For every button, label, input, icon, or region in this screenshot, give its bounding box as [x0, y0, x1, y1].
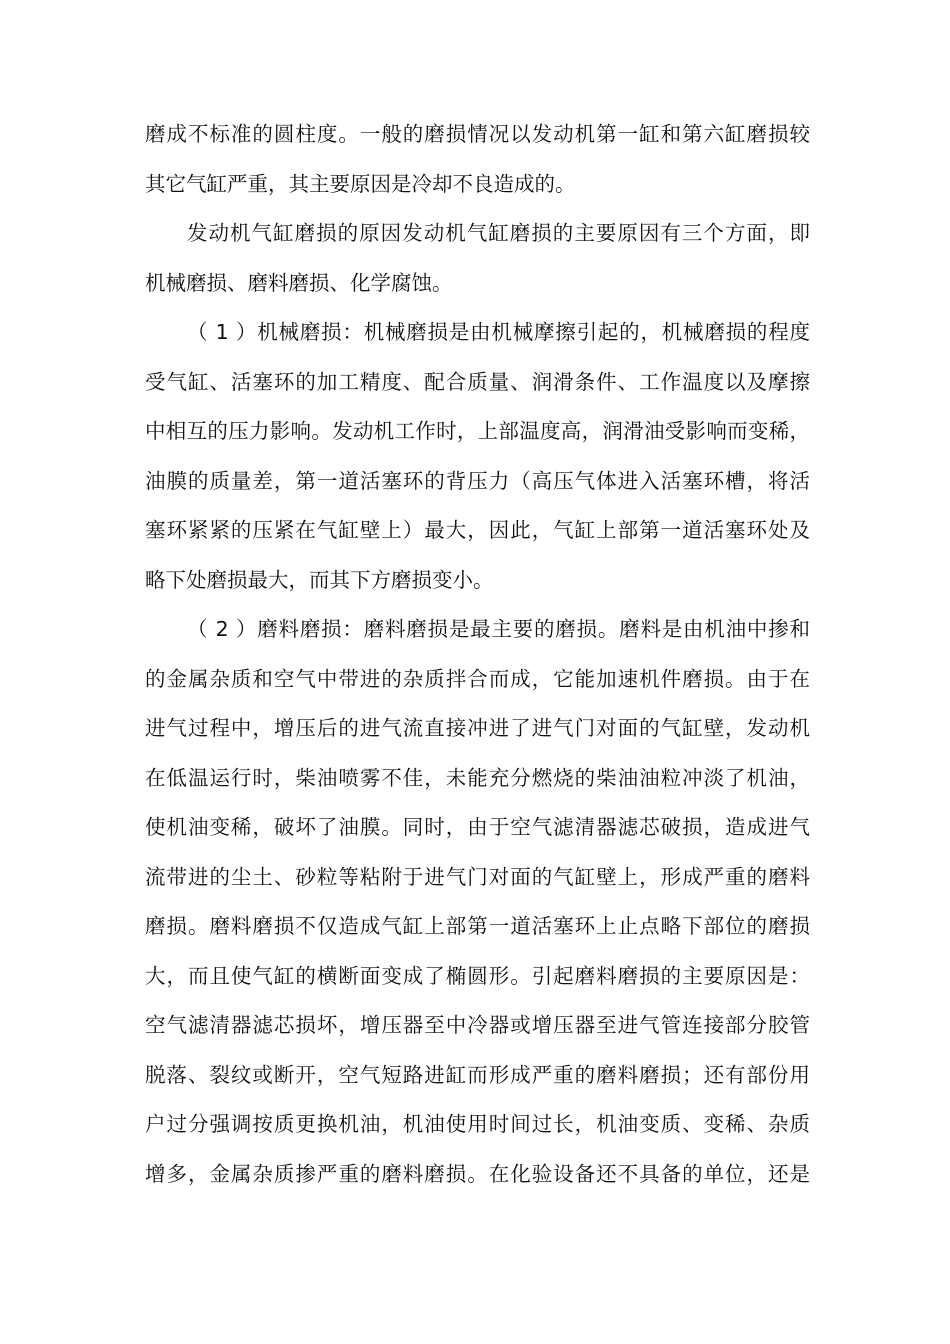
text-line: 塞环紧紧的压紧在气缸壁上）最大，因此，气缸上部第一道活塞环处及 [145, 518, 810, 542]
text-line: 脱落、裂纹或断开，空气短路进缸而形成严重的磨料磨损；还有部份用 [145, 1062, 810, 1087]
text-line: 进气过程中，增压后的进气流直接冲进了进气门对面的气缸壁，发动机 [145, 716, 810, 740]
text-line: 增多，金属杂质掺严重的磨料磨损。在化验设备还不具备的单位，还是 [145, 1161, 810, 1186]
text-line: 略下处磨损最大，而其下方磨损变小。 [145, 567, 494, 592]
text-line: 在低温运行时，柴油喷雾不佳，未能充分燃烧的柴油油粒冲淡了机油， [145, 765, 810, 790]
paragraph-start-line: （ 2 ）磨料磨损：磨料磨损是最主要的磨损。磨料是由机油中掺和 [187, 617, 810, 641]
text-line: 使机油变稀，破坏了油膜。同时，由于空气滤清器滤芯破损，造成进气 [145, 815, 810, 839]
text-line: 户过分强调按质更换机油，机油使用时间过长，机油变质、变稀、杂质 [145, 1112, 810, 1136]
text-line: 其它气缸严重，其主要原因是冷却不良造成的。 [145, 171, 576, 196]
text-line: 的金属杂质和空气中带进的杂质拌合而成，它能加速机件磨损。由于在 [145, 666, 810, 691]
text-line: 流带进的尘土、砂粒等粘附于进气门对面的气缸壁上，形成严重的磨料 [145, 864, 810, 889]
document-body [145, 110, 810, 1199]
text-line: 中相互的压力影响。发动机工作时，上部温度高，润滑油受影响而变稀， [145, 419, 810, 443]
text-line: 空气滤清器滤芯损坏，增压器至中冷器或增压器至进气管连接部分胶管 [145, 1013, 810, 1037]
paragraph-start-line: （ 1 ）机械磨损：机械磨损是由机械摩擦引起的，机械磨损的程度 [187, 320, 810, 344]
text-line: 磨损。磨料磨损不仅造成气缸上部第一道活塞环上止点略下部位的磨损 [145, 914, 810, 938]
text-line: 大，而且使气缸的横断面变成了椭圆形。引起磨料磨损的主要原因是： [145, 963, 810, 988]
text-line: 受气缸、活塞环的加工精度、配合质量、润滑条件、工作温度以及摩擦 [145, 369, 810, 394]
text-line: 磨成不标准的圆柱度。一般的磨损情况以发动机第一缸和第六缸磨损较 [145, 122, 810, 146]
text-line: 油膜的质量差，第一道活塞环的背压力（高压气体进入活塞环槽，将活 [145, 468, 810, 493]
paragraph-start-line: 发动机气缸磨损的原因发动机气缸磨损的主要原因有三个方面，即 [187, 221, 810, 245]
text-line: 机械磨损、磨料磨损、化学腐蚀。 [145, 270, 453, 295]
